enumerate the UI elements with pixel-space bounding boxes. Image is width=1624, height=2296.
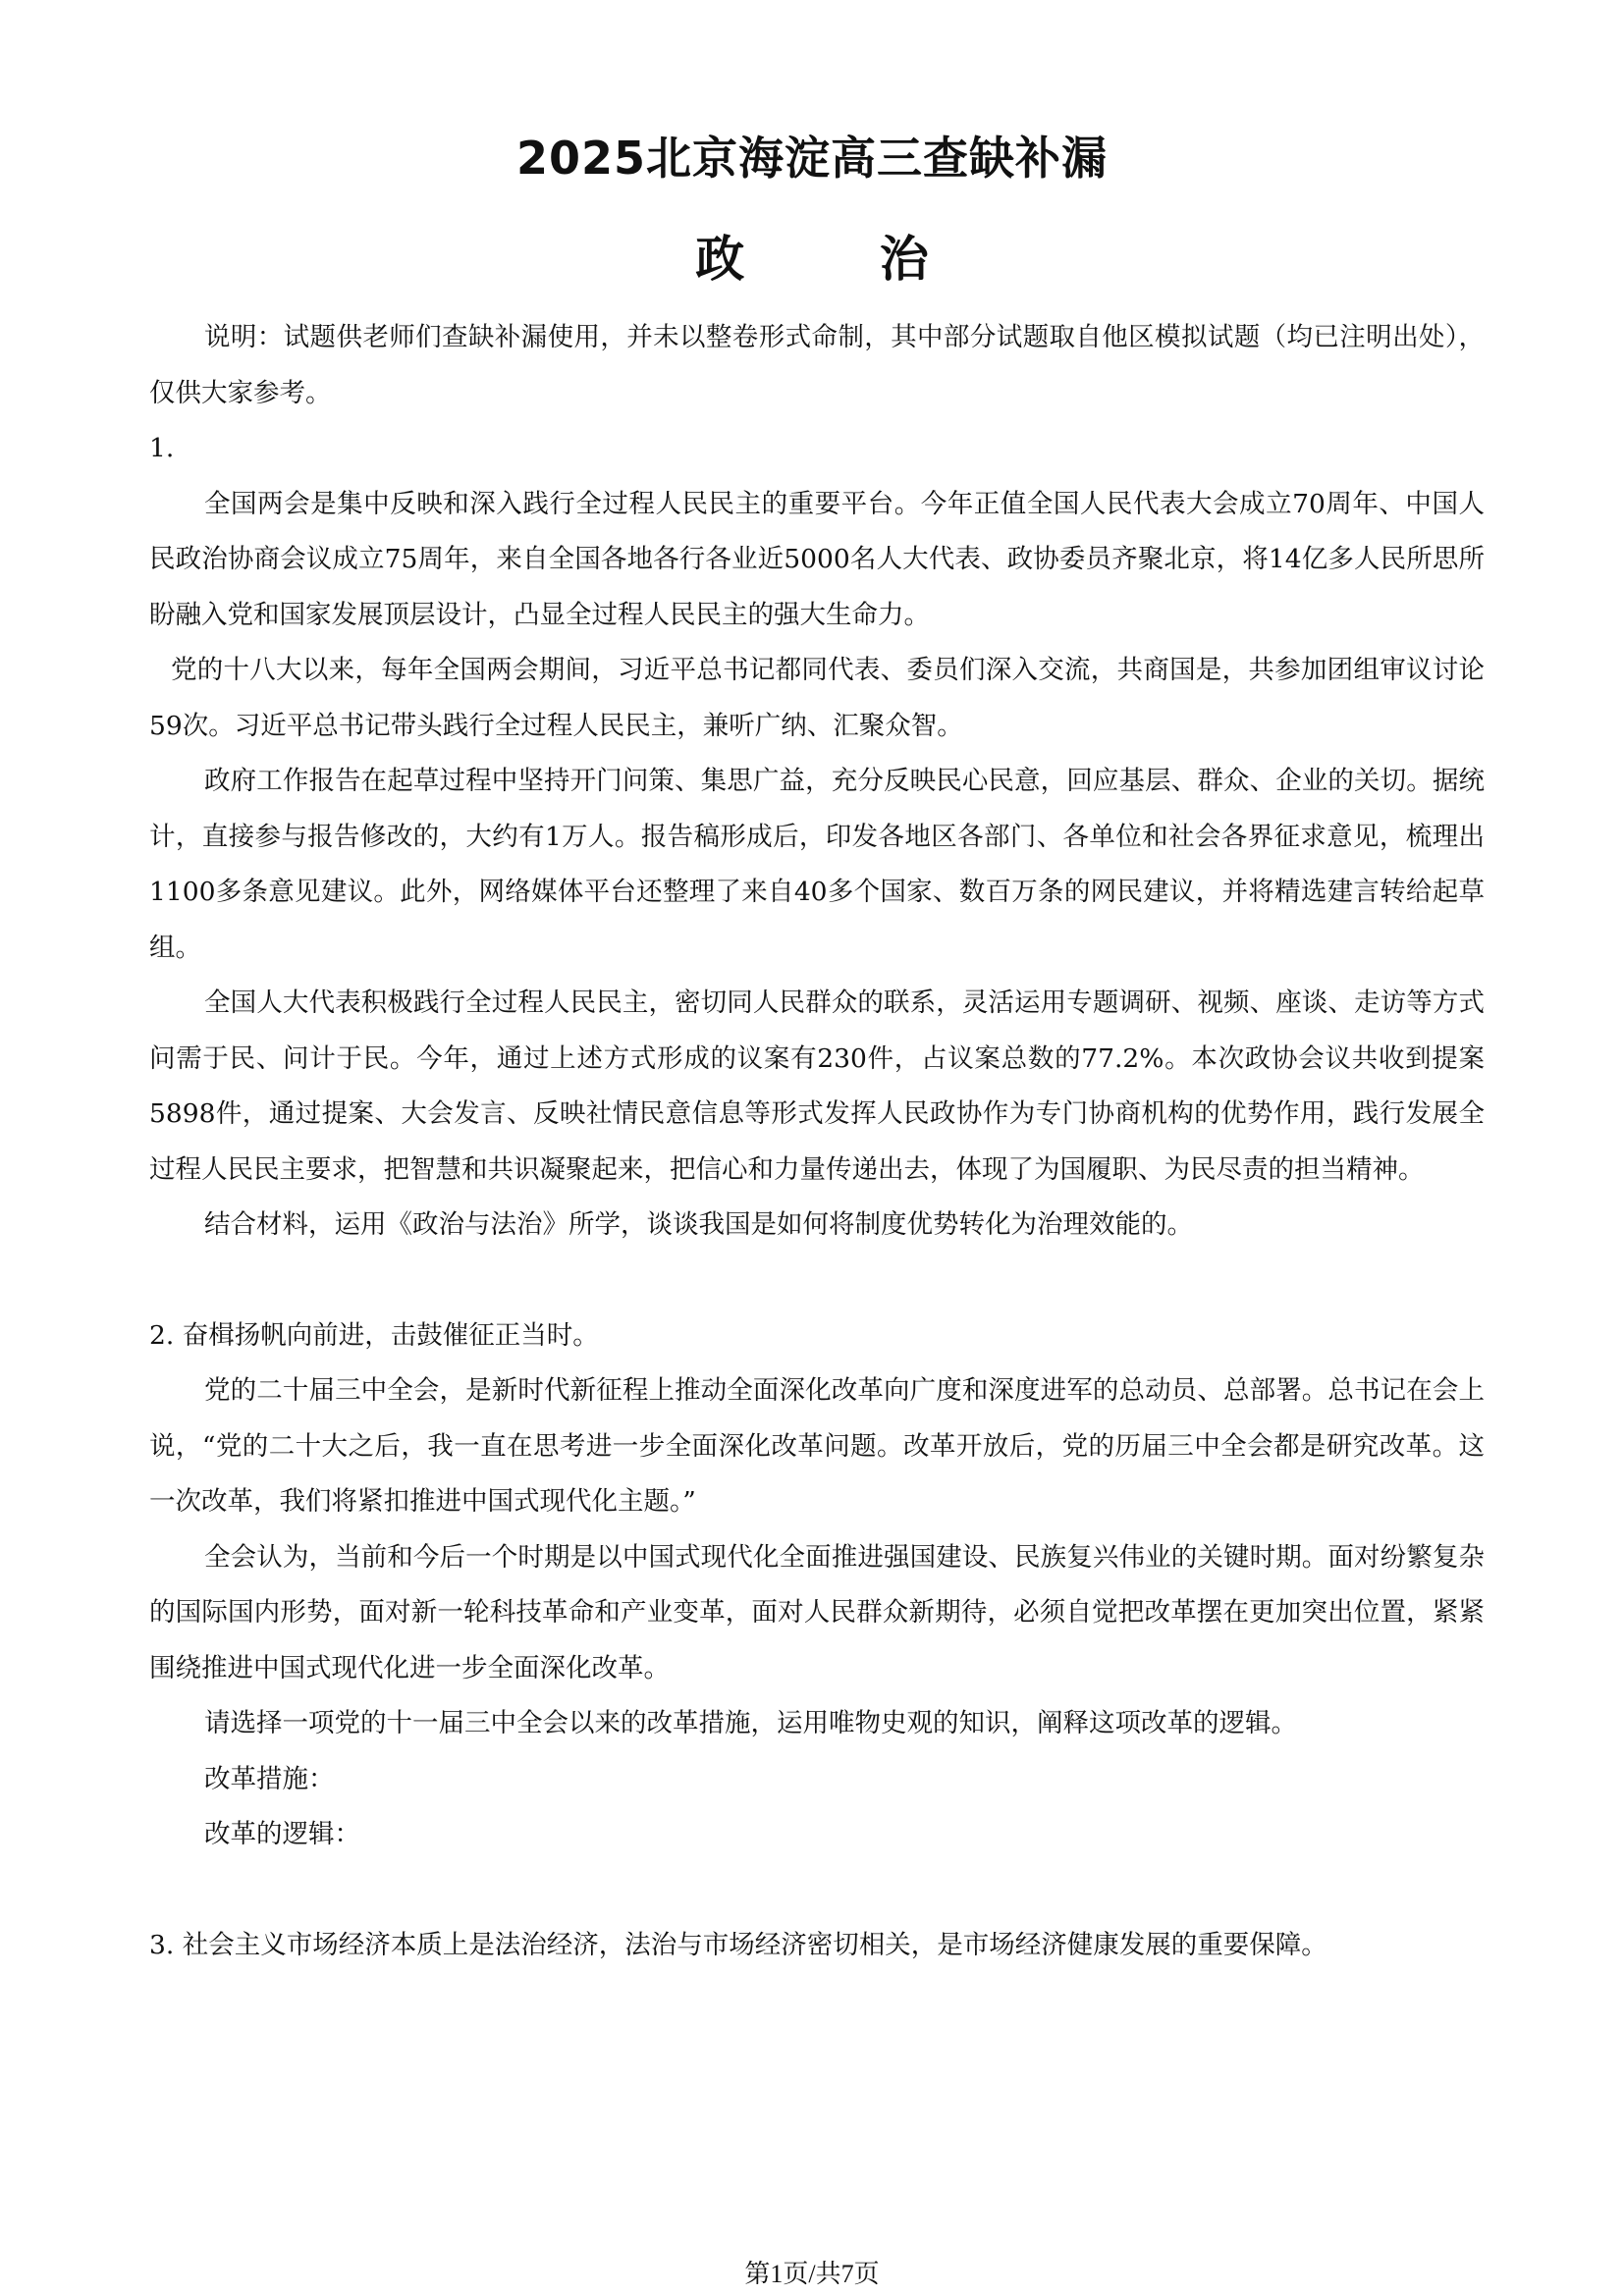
exam-content [149, 310, 1485, 1973]
question-2-number: 2. [149, 1319, 175, 1351]
q2-paragraph: 党的二十届三中全会，是新时代新征程上推动全面深化改革向广度和深度进军的总动员、总部署。总书记在会上说，“党的二十大之后，我一直在思考进一步全面深化改革问题。改革开放后，党的历届三中全会都是研究改革。这一次改革，我们将紧扣推进中国式现代化主题。” [149, 1375, 1485, 1517]
intro-note: 说明：试题供老师们查缺补漏使用，并未以整卷形式命制，其中部分试题取自他区模拟试题（均已注明出处），仅供大家参考。 [149, 322, 1485, 408]
question-2-heading [149, 1308, 1485, 1364]
question-3-heading [149, 1918, 1485, 1974]
q2-answer-label-logic: 改革的逻辑： [204, 1819, 360, 1849]
subject-title: 政 治 [695, 231, 929, 288]
exam-title: 2025北京海淀高三查缺补漏 [515, 132, 1109, 185]
q1-paragraph: 全国人大代表积极践行全过程人民民主，密切同人民群众的联系，灵活运用专题调研、视频、座谈、走访等方式问需于民、问计于民。今年，通过上述方式形成的议案有230件，占议案总数的77.2%。本次政协会议共收到提案5898件，通过提案、大会发言、反映社情民意信息等形式发挥人民政协作为专门协商机构的优势作用，践行发展全过程人民民主要求，把智慧和共识凝聚起来，把信心和力量传递出去，体现了为国履职、为民尽责的担当精神。 [149, 988, 1485, 1185]
question-2-heading-text: 奋楫扬帆向前进，击鼓催征正当时。 [182, 1319, 599, 1351]
page-footer: 第1页/共7页 [744, 2260, 880, 2288]
q1-prompt: 结合材料，运用《政治与法治》所学，谈谈我国是如何将制度优势转化为治理效能的。 [204, 1209, 1193, 1240]
q1-paragraph: 党的十八大以来，每年全国两会期间，习近平总书记都同代表、委员们深入交流，共商国是，共参加团组审议讨论59次。习近平总书记带头践行全过程人民民主，兼听广纳、汇聚众智。 [149, 655, 1485, 741]
q1-paragraph: 全国两会是集中反映和深入践行全过程人民民主的重要平台。今年正值全国人民代表大会成立70周年、中国人民政治协商会议成立75周年，来自全国各地各行各业近5000名人大代表、政协委员齐聚北京，将14亿多人民所思所盼融入党和国家发展顶层设计，凸显全过程人民民主的强大生命力。 [149, 488, 1485, 630]
q1-paragraph: 政府工作报告在起草过程中坚持开门问策、集思广益，充分反映民心民意，回应基层、群众、企业的关切。据统计，直接参与报告修改的，大约有1万人。报告稿形成后，印发各地区各部门、各单位和社会各界征求意见，梳理出1100多条意见建议。此外，网络媒体平台还整理了来自40多个国家、数百万条的网民建议，并将精选建言转给起草组。 [149, 766, 1485, 963]
q2-answer-label-measure: 改革措施： [204, 1763, 335, 1794]
question-1-number: 1. [149, 433, 175, 463]
q2-prompt: 请选择一项党的十一届三中全会以来的改革措施，运用唯物史观的知识，阐释这项改革的逻辑。 [204, 1708, 1297, 1738]
blank-spacer [149, 1254, 1485, 1308]
q2-paragraph: 全会认为，当前和今后一个时期是以中国式现代化全面推进强国建设、民族复兴伟业的关键时期。面对纷繁复杂的国际国内形势，面对新一轮科技革命和产业变革，面对人民群众新期待，必须自觉把改革摆在更加突出位置，紧紧围绕推进中国式现代化进一步全面深化改革。 [149, 1541, 1485, 1683]
question-3-heading-text: 社会主义市场经济本质上是法治经济，法治与市场经济密切相关，是市场经济健康发展的重要保障。 [182, 1929, 1327, 1960]
question-3-number: 3. [149, 1929, 175, 1960]
blank-spacer [149, 1863, 1485, 1918]
